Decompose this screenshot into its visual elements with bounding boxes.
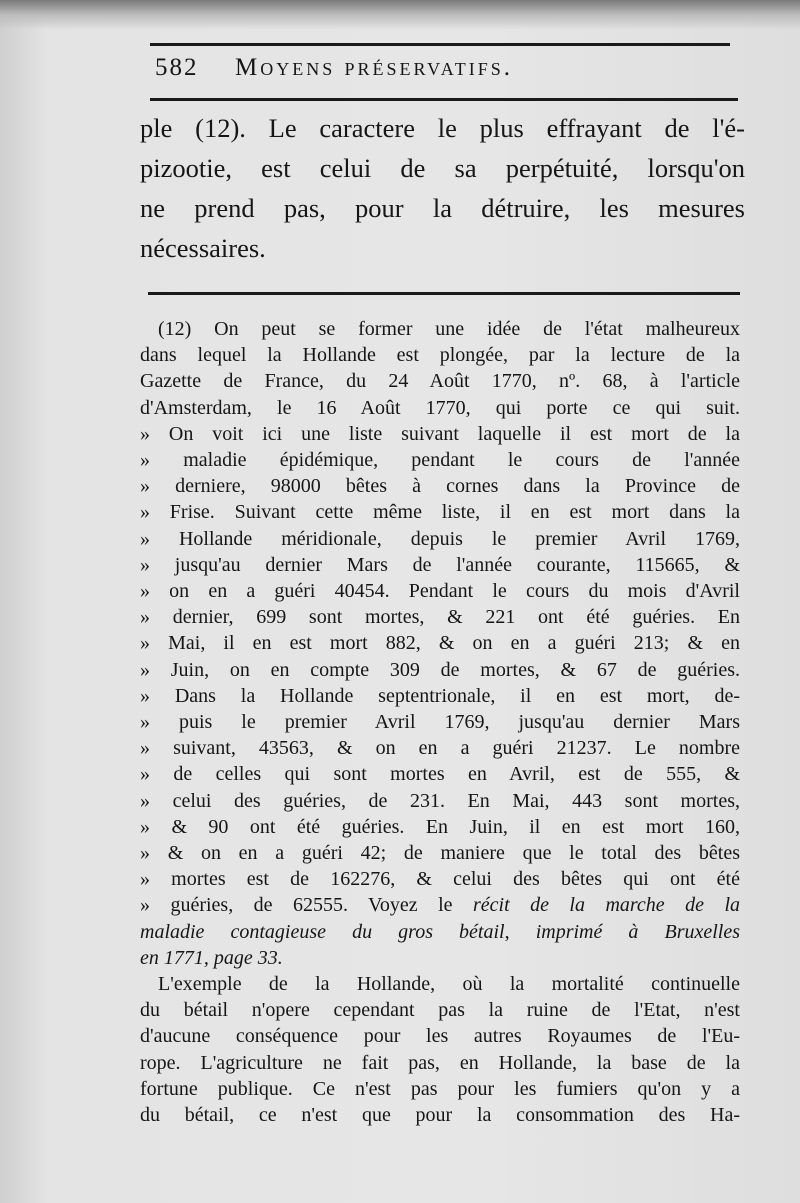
italic-reference: imprimé à Bruxelles [535, 920, 741, 943]
main-line: pizootie, est celui de sa perpétuité, lorsqu'on [140, 153, 745, 183]
footnote-separator [148, 292, 740, 295]
footnote-line: » On voit ici une liste suivant laquelle il est mort de la [140, 422, 740, 445]
footnote-line: dans lequel la Hollande est plongée, par la lecture de la [140, 344, 740, 367]
header-rule-top [150, 43, 730, 46]
footnote-line: » Juin, on en compte 309 de mortes, & 67 de guéries. [140, 658, 740, 681]
footnote-line: » dernier, 699 sont mortes, & 221 ont été guéries. En [140, 606, 740, 629]
main-line: nécessaires. [140, 233, 266, 263]
footnote-line: » & on en a guéri 42; de maniere que le total des bêtes [140, 842, 740, 865]
continuation-line: fortune publique. Ce n'est pas pour les fumiers qu'on y a [140, 1077, 740, 1100]
footnote-line: » Dans la Hollande septentrionale, il en est mort, de- [140, 684, 740, 707]
footnote-line: d'Amsterdam, le 16 Août 1770, qui porte ce qui suit. [140, 396, 740, 419]
running-title: Moyens préservatifs. [235, 54, 514, 81]
footnote-line: » jusqu'au dernier Mars de l'année courante, 115665, & [140, 553, 740, 576]
italic-reference: maladie contagieuse du gros bétail [140, 920, 505, 943]
italic-reference: récit de la marche de la [473, 894, 741, 917]
footnote-line: Gazette de France, du 24 Août 1770, nº. 68, à l'article [140, 370, 740, 393]
footnote-text: » guéries, de 62555. Voyez le [140, 894, 453, 917]
footnote-line: » derniere, 98000 bêtes à cornes dans la Province de [140, 475, 740, 498]
footnote-line: » celui des guéries, de 231. En Mai, 443 sont mortes, [140, 789, 740, 812]
running-header [155, 50, 735, 90]
footnote-line: » on en a guéri 40454. Pendant le cours du mois d'Avril [140, 580, 740, 603]
footnote-line: » suivant, 43563, & on en a guéri 21237. Le nombre [140, 737, 740, 760]
footnote-line [140, 919, 740, 945]
footnote-line: » puis le premier Avril 1769, jusqu'au dernier Mars [140, 711, 740, 734]
footnote-line: » Frise. Suivant cette même liste, il en est mort dans la [140, 501, 740, 524]
continuation-line: rope. L'agriculture ne fait pas, en Hollande, la base de la [140, 1051, 740, 1074]
footnote [140, 316, 740, 1128]
footnote-line: » maladie épidémique, pendant le cours de l'année [140, 449, 740, 472]
main-text [140, 108, 745, 268]
page-number: 582 [155, 54, 199, 81]
main-line: ne prend pas, pour la détruire, les mesures [140, 193, 745, 223]
main-line: ple (12). Le caractere le plus effrayant de l'é- [140, 113, 745, 143]
footnote-line: » Mai, il en est mort 882, & on en a guéri 213; & en [140, 632, 740, 655]
footnote-line: » Hollande méridionale, depuis le premier Avril 1769, [140, 527, 740, 550]
continuation-line: L'exemple de la Hollande, où la mortalité continuelle [158, 973, 740, 996]
italic-reference: en 1771, page 33. [140, 946, 283, 969]
footnote-text: , [504, 920, 536, 943]
footnote-line [140, 892, 740, 918]
continuation-line: du bétail, ce n'est que pour la consommation des Ha- [140, 1104, 740, 1127]
footnote-line: » & 90 ont été guéries. En Juin, il en est mort 160, [140, 815, 740, 838]
continuation-line: du bétail n'opere cependant pas la ruine de l'Etat, n'est [140, 999, 740, 1022]
footnote-line [140, 945, 740, 971]
header-rule-bottom [150, 98, 738, 101]
continuation-line: d'aucune conséquence pour les autres Royaumes de l'Eu- [140, 1025, 740, 1048]
footnote-line: » mortes est de 162276, & celui des bêtes qui ont été [140, 868, 740, 891]
footnote-line: (12) On peut se former une idée de l'état malheureux [158, 318, 740, 340]
footnote-line: » de celles qui sont mortes en Avril, est de 555, & [140, 763, 740, 786]
scan-shadow [0, 0, 800, 30]
